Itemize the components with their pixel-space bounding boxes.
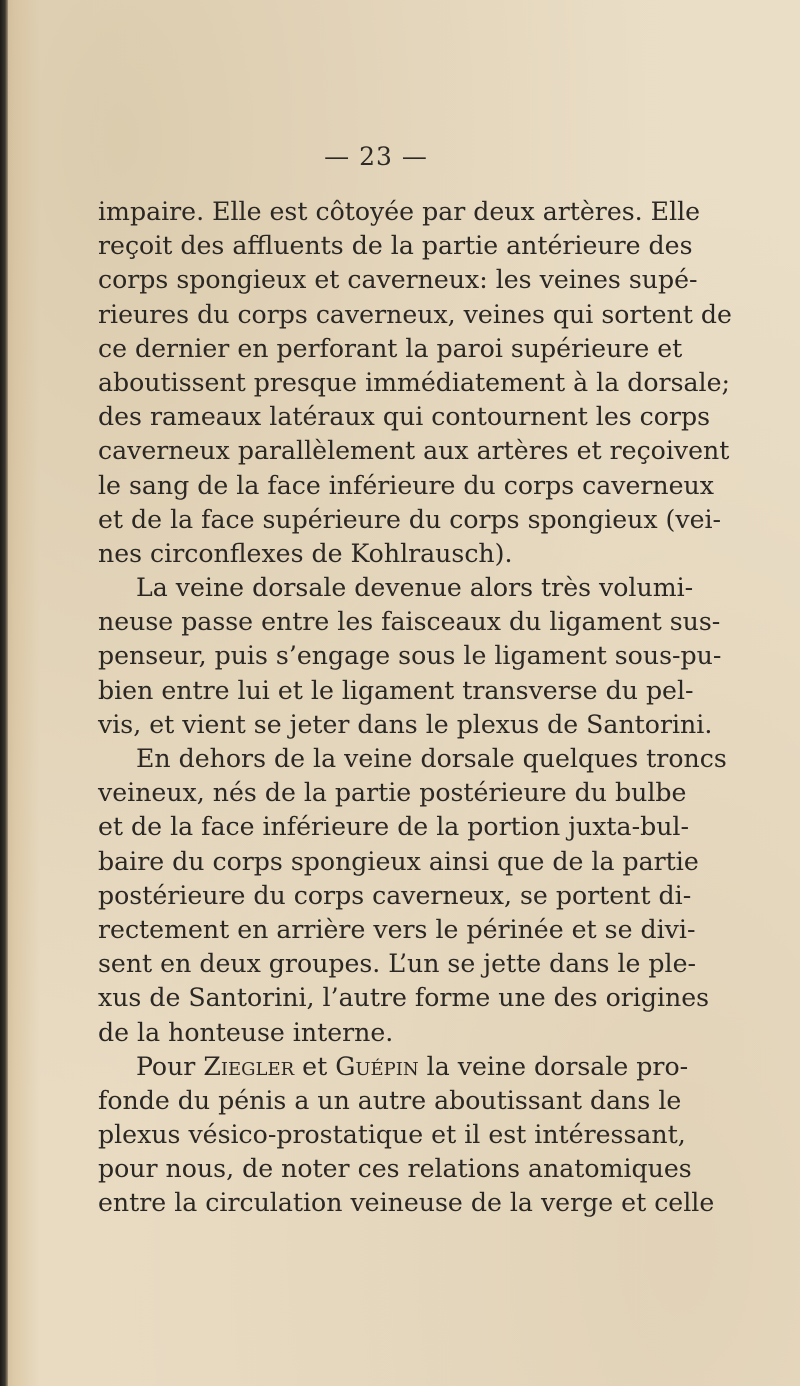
text-line: reçoit des affluents de la partie antérieure des	[98, 231, 693, 261]
text-fragment: Pour	[136, 1051, 196, 1081]
book-spine-shadow	[0, 0, 8, 1386]
text-line: fonde du pénis a un autre aboutissant dans le	[98, 1085, 682, 1115]
page-number: — 23 —	[324, 142, 428, 171]
text-line: nes circonflexes de Kohlrausch).	[98, 538, 513, 568]
text-line: caverneux parallèlement aux artères et reçoivent	[98, 436, 730, 466]
text-line-with-authors	[98, 1050, 689, 1084]
text-line: baire du corps spongieux ainsi que de la partie	[98, 846, 699, 876]
text-line: impaire. Elle est côtoyée par deux artères. Elle	[98, 197, 701, 226]
text-line: neuse passe entre les faisceaux du ligament sus-	[98, 607, 721, 637]
text-line: sent en deux groupes. L’un se jette dans le ple-	[98, 949, 697, 979]
text-line: bien entre lui et le ligament transverse du pel-	[98, 675, 694, 705]
author-name: Ziegler	[203, 1051, 295, 1081]
text-line: penseur, puis s’engage sous le ligament sous-pu-	[98, 641, 722, 671]
text-line: veineux, nés de la partie postérieure du bulbe	[98, 778, 687, 808]
body-text	[98, 195, 732, 1221]
text-line: aboutissent presque immédiatement à la dorsale;	[98, 367, 730, 397]
text-line: rieures du corps caverneux, veines qui sortent de	[98, 299, 732, 329]
text-line: entre la circulation veineuse de la verge et celle	[98, 1188, 715, 1218]
text-fragment: la veine dorsale pro-	[426, 1051, 689, 1081]
text-line: vis, et vient se jeter dans le plexus de Santorini.	[98, 709, 713, 739]
text-line: plexus vésico-prostatique et il est intéressant,	[98, 1120, 686, 1150]
text-line: et de la face inférieure de la portion juxta-bul-	[98, 812, 689, 842]
text-line: des rameaux latéraux qui contournent les corps	[98, 402, 711, 432]
text-line: corps spongieux et caverneux: les veines supé-	[98, 265, 698, 295]
text-line: xus de Santorini, l’autre forme une des origines	[98, 983, 710, 1013]
text-line: postérieure du corps caverneux, se portent di-	[98, 880, 692, 910]
text-line: pour nous, de noter ces relations anatomiques	[98, 1154, 692, 1184]
text-line: le sang de la face inférieure du corps caverneux	[98, 470, 714, 500]
author-name: Guépin	[335, 1051, 419, 1081]
text-line: ce dernier en perforant la paroi supérieure et	[98, 333, 683, 363]
text-fragment: et	[302, 1051, 328, 1081]
text-line: et de la face supérieure du corps spongieux (vei-	[98, 504, 722, 534]
text-line: En dehors de la veine dorsale quelques troncs	[136, 744, 727, 773]
text-line: La veine dorsale devenue alors très volumi-	[136, 573, 694, 603]
text-line: de la honteuse interne.	[98, 1017, 394, 1047]
text-line: rectement en arrière vers le périnée et se divi-	[98, 914, 696, 944]
